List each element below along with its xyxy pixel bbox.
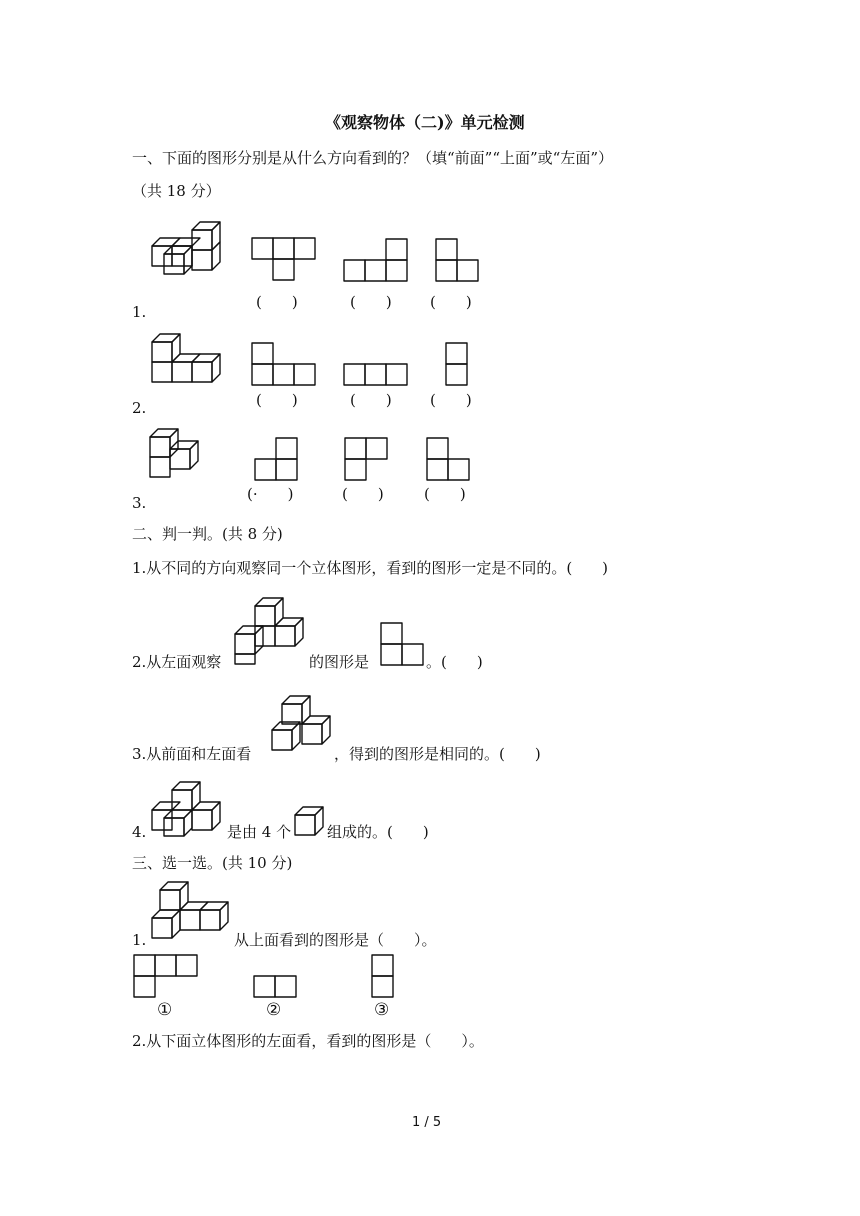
judge-q2-view: [379, 621, 427, 667]
option-2-label[interactable]: ②: [266, 1000, 282, 1020]
option-3-view: [370, 953, 396, 999]
judge-q4-mid: 是由 4 个: [227, 823, 292, 841]
answer-blank[interactable]: ( ): [424, 485, 466, 503]
judge-q1: 1.从不同的方向观察同一个立体图形，看到的图形一定是不同的。( ): [132, 559, 609, 577]
answer-blank[interactable]: ( ): [350, 293, 392, 311]
judge-q3-post: ，得到的图形是相同的。( ): [334, 745, 541, 763]
answer-blank[interactable]: ( ): [342, 485, 384, 503]
section1-points: （共 18 分）: [132, 182, 221, 200]
cube-figure-3: [148, 425, 214, 483]
answer-blank[interactable]: (· ): [247, 485, 294, 503]
page-number: 1 / 5: [412, 1115, 442, 1130]
view-3a: [253, 436, 301, 482]
view-3c: [425, 436, 473, 482]
view-1b: [342, 237, 410, 283]
cube-figure-1: [150, 218, 226, 282]
answer-blank[interactable]: ( ): [350, 391, 392, 409]
choice-q1-text: 从上面看到的图形是（ ）。: [234, 931, 437, 949]
view-2b: [342, 362, 412, 388]
item-number: 1.: [132, 303, 147, 321]
cube-figure-choice-1: [150, 880, 234, 946]
view-2c: [444, 341, 470, 387]
answer-blank[interactable]: ( ): [430, 391, 472, 409]
choice-q1-num: 1.: [132, 931, 147, 949]
section2-heading: 二、判一判。(共 8 分): [132, 525, 283, 543]
cube-figure-judge-4: [150, 778, 226, 840]
judge-q2-pre: 2.从左面观察: [132, 653, 222, 671]
judge-q2-mid: 的图形是: [309, 653, 370, 671]
cube-figure-judge-3: [270, 692, 336, 754]
item-number: 2.: [132, 399, 147, 417]
page-title: 《观察物体（二)》单元检测: [325, 113, 525, 132]
option-1-label[interactable]: ①: [157, 1000, 173, 1020]
judge-q4-num: 4.: [132, 823, 147, 841]
item-number: 3.: [132, 494, 147, 512]
cube-figure-judge-2: [233, 594, 305, 666]
cube-figure-2: [150, 330, 230, 388]
section3-heading: 三、选一选。(共 10 分): [132, 854, 293, 872]
judge-q4-post: 组成的。( ): [327, 823, 429, 841]
view-3b: [343, 436, 391, 482]
answer-blank[interactable]: ( ): [430, 293, 472, 311]
view-1a: [250, 236, 318, 282]
section1-heading: 一、下面的图形分别是从什么方向看到的？（填“前面”“上面”或“左面”）: [132, 149, 614, 167]
view-1c: [434, 237, 482, 283]
option-3-label[interactable]: ③: [374, 1000, 390, 1020]
view-2a: [250, 341, 320, 387]
choice-q2: 2.从下面立体图形的左面看，看到的图形是（ ）。: [132, 1032, 484, 1050]
option-2-view: [252, 974, 300, 1000]
option-1-view: [132, 953, 200, 999]
judge-q2-post: 。( ): [426, 653, 483, 671]
judge-q3-pre: 3.从前面和左面看: [132, 745, 252, 763]
unit-cube-icon: [293, 805, 325, 837]
answer-blank[interactable]: ( ): [256, 293, 298, 311]
answer-blank[interactable]: ( ): [256, 391, 298, 409]
